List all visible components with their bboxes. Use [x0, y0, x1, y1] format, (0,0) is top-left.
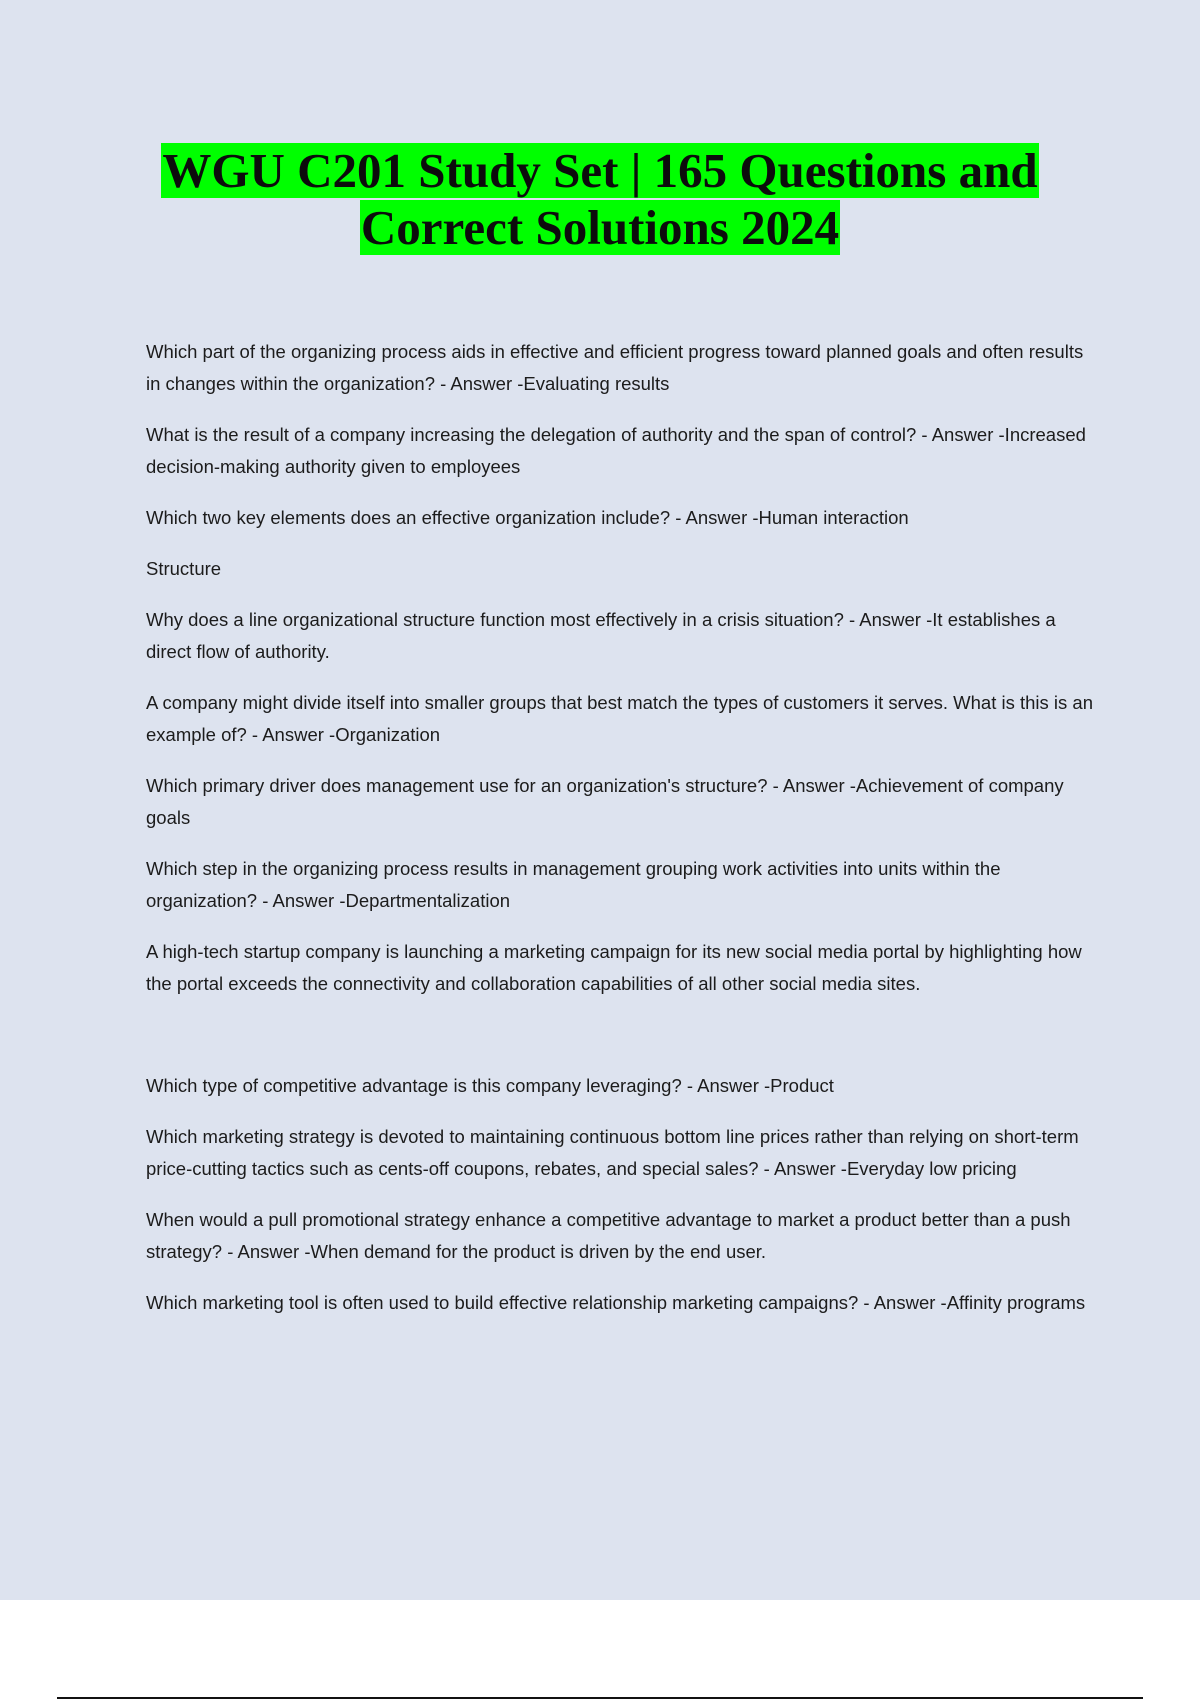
question-answer-paragraph: Which step in the organizing process results in management grouping work activities into units within the organization? - Answer -Departmentalization — [146, 858, 1001, 911]
question-answer-paragraph: Which part of the organizing process aids in effective and efficient progress toward planned goals and often results in changes within the organization? - Answer -Evaluating results — [146, 341, 1084, 394]
question-answer-paragraph: Why does a line organizational structure function most effectively in a crisis situation? - Answer -It establishes a direct flow of authority. — [146, 609, 1056, 662]
title-highlight-2: Correct Solutions 2024 — [360, 200, 840, 255]
question-list — [146, 336, 1096, 1338]
answer-continuation-paragraph: Structure — [146, 558, 222, 579]
title-highlight-1: WGU C201 Study Set | 165 Questions and — [162, 143, 1038, 198]
title-line-2 — [0, 199, 1200, 256]
question-answer-paragraph: Which marketing tool is often used to build effective relationship marketing campaigns? - Answer -Affinity programs — [146, 1292, 1086, 1313]
question-answer-paragraph: Which marketing strategy is devoted to maintaining continuous bottom line prices rather than relying on short-term price-cutting tactics such as cents-off coupons, rebates, and special sales? - Answer -Everyday low pricing — [146, 1126, 1079, 1179]
question-answer-paragraph: When would a pull promotional strategy enhance a competitive advantage to market a product better than a push strategy? - Answer -When demand for the product is driven by the end user. — [146, 1209, 1071, 1262]
question-answer-paragraph: Which type of competitive advantage is this company leveraging? - Answer -Product — [146, 1075, 834, 1096]
title-line-1 — [0, 142, 1200, 199]
document-title — [0, 142, 1200, 256]
footer-divider — [57, 1697, 1143, 1699]
question-answer-paragraph: Which two key elements does an effective organization include? - Answer -Human interaction — [146, 507, 909, 528]
scenario-paragraph: A high-tech startup company is launching a marketing campaign for its new social media portal by highlighting how the portal exceeds the connectivity and collaboration capabilities of all other social media sites. — [146, 941, 1082, 994]
question-answer-paragraph: What is the result of a company increasing the delegation of authority and the span of control? - Answer -Increased decision-making authority given to employees — [146, 424, 1086, 477]
question-answer-paragraph: A company might divide itself into smaller groups that best match the types of customers it serves. What is this is an example of? - Answer -Organization — [146, 692, 1093, 745]
question-answer-paragraph: Which primary driver does management use for an organization's structure? - Answer -Achievement of company goals — [146, 775, 1064, 828]
